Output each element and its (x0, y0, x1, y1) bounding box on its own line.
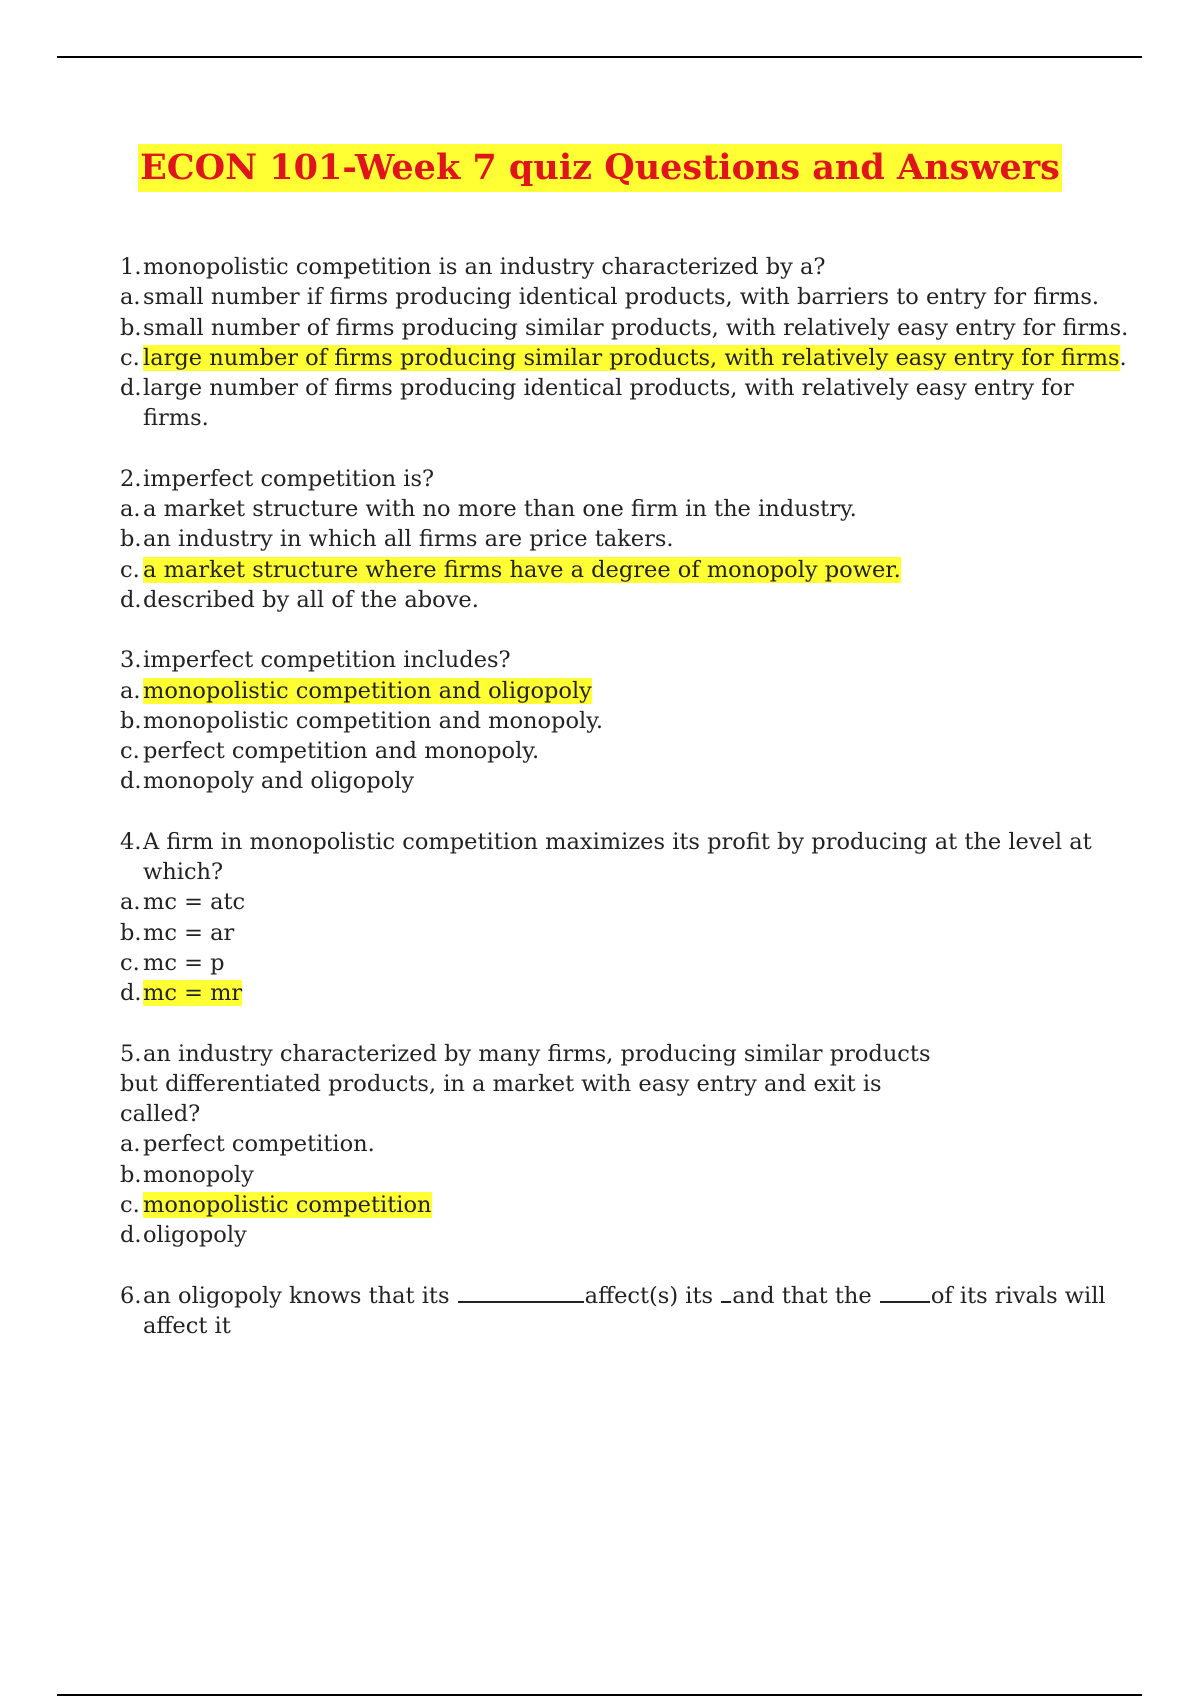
question-6-stem (120, 1281, 1130, 1342)
question-number: 1. (120, 254, 142, 280)
option-text (143, 978, 1130, 1008)
option-d-correct (120, 978, 1130, 1008)
option-text: mc = atc (143, 889, 246, 916)
question-2 (120, 464, 1130, 615)
question-4 (120, 827, 1130, 1009)
option-label: b. (120, 707, 142, 734)
option-text (143, 676, 1130, 706)
option-label: b. (120, 314, 142, 341)
answer-highlight: large number of firms producing similar products, with relatively easy entry for firms (143, 344, 1120, 371)
question-2-stem (120, 464, 1130, 494)
option-d (120, 766, 1130, 796)
option-c (120, 736, 1130, 766)
option-label: b. (120, 1161, 142, 1188)
question-5-continuation: but differentiated products, in a market with easy entry and exit is called? (120, 1070, 882, 1128)
option-label: a. (120, 284, 141, 311)
option-label: a. (120, 677, 141, 704)
question-number: 2. (120, 465, 142, 492)
question-text: imperfect competition includes? (143, 647, 511, 674)
option-a (120, 1129, 1130, 1159)
option-d (120, 585, 1130, 615)
question-5-stem (120, 1039, 1130, 1069)
option-d (120, 1220, 1130, 1250)
option-label: b. (120, 919, 142, 946)
option-text (143, 343, 1130, 373)
option-label: d. (120, 375, 142, 402)
option-b (120, 313, 1130, 343)
option-d (120, 373, 1130, 434)
option-b (120, 706, 1130, 736)
option-label: a. (120, 889, 141, 916)
question-number: 5. (120, 1040, 142, 1067)
question-number: 3. (120, 647, 142, 674)
answer-highlight: mc = mr (143, 980, 243, 1007)
option-text: perfect competition. (143, 1131, 375, 1158)
option-a (120, 887, 1130, 917)
question-text: monopolistic competition is an industry characterized by a? (143, 254, 826, 280)
option-text (143, 1190, 1130, 1220)
option-text-tail: . (1119, 344, 1127, 371)
question-number: 4. (120, 828, 142, 855)
option-text: monopoly (143, 1161, 254, 1188)
question-6-part-3: and that the (732, 1282, 879, 1309)
question-6-part-4: of its rivals will affect it (143, 1282, 1106, 1339)
option-label: a. (120, 1131, 141, 1158)
question-6 (120, 1281, 1130, 1342)
option-label: a. (120, 496, 141, 523)
question-5 (120, 1039, 1130, 1251)
question-text: an industry characterized by many firms, producing similar products (143, 1040, 931, 1067)
option-c-correct (120, 1190, 1130, 1220)
answer-highlight: monopolistic competition (143, 1192, 432, 1219)
option-text: a market structure with no more than one firm in the industry. (143, 496, 857, 523)
option-c-correct (120, 555, 1130, 585)
answer-highlight: monopolistic competition and oligopoly (143, 677, 592, 704)
option-a (120, 494, 1130, 524)
option-a-correct (120, 676, 1130, 706)
question-3 (120, 645, 1130, 796)
question-1-stem (120, 252, 1130, 282)
option-text: large number of firms producing identical products, with relatively easy entry for firms. (143, 375, 1074, 432)
option-label: b. (120, 526, 142, 553)
title-wrap (0, 144, 1200, 192)
option-label: c. (120, 1192, 140, 1219)
option-b (120, 1160, 1130, 1190)
option-label: c. (120, 949, 140, 976)
option-text: an industry in which all firms are price takers. (143, 526, 674, 553)
top-rule (57, 56, 1142, 58)
option-label: d. (120, 980, 142, 1007)
option-text: monopolistic competition and monopoly. (143, 707, 604, 734)
option-text: described by all of the above. (143, 586, 479, 613)
option-label: c. (120, 344, 140, 371)
option-text: small number if firms producing identical products, with barriers to entry for firms. (143, 284, 1100, 311)
option-text: mc = ar (143, 919, 235, 946)
option-text: perfect competition and monopoly. (143, 738, 540, 765)
question-3-stem (120, 645, 1130, 675)
option-b (120, 918, 1130, 948)
answer-highlight: a market structure where firms have a degree of monopoly power. (143, 556, 901, 583)
fill-blank-2 (721, 1281, 731, 1303)
question-6-part-1: an oligopoly knows that its (143, 1282, 457, 1309)
fill-blank-1 (458, 1281, 584, 1303)
question-number: 6. (120, 1282, 142, 1309)
question-text (143, 1281, 1130, 1342)
option-text (143, 555, 1130, 585)
bottom-rule (57, 1694, 1142, 1696)
option-label: d. (120, 586, 142, 613)
question-text: imperfect competition is? (143, 465, 435, 492)
option-c-correct (120, 343, 1130, 373)
option-c (120, 948, 1130, 978)
option-text: oligopoly (143, 1222, 247, 1249)
option-a (120, 282, 1130, 312)
fill-blank-3 (880, 1281, 930, 1303)
option-label: c. (120, 738, 140, 765)
page-title: ECON 101-Week 7 quiz Questions and Answers (138, 144, 1062, 192)
question-4-stem (120, 827, 1130, 888)
option-text: small number of firms producing similar products, with relatively easy entry for firms. (143, 314, 1129, 341)
question-6-part-2: affect(s) its (584, 1282, 721, 1309)
question-1 (120, 252, 1130, 434)
option-text: mc = p (143, 949, 225, 976)
question-text: A firm in monopolistic competition maximizes its profit by producing at the level at which? (143, 828, 1092, 886)
option-text: monopoly and oligopoly (143, 768, 415, 795)
option-label: d. (120, 1222, 142, 1249)
option-label: c. (120, 556, 140, 583)
question-list (120, 252, 1130, 1371)
option-b (120, 524, 1130, 554)
option-label: d. (120, 768, 142, 795)
